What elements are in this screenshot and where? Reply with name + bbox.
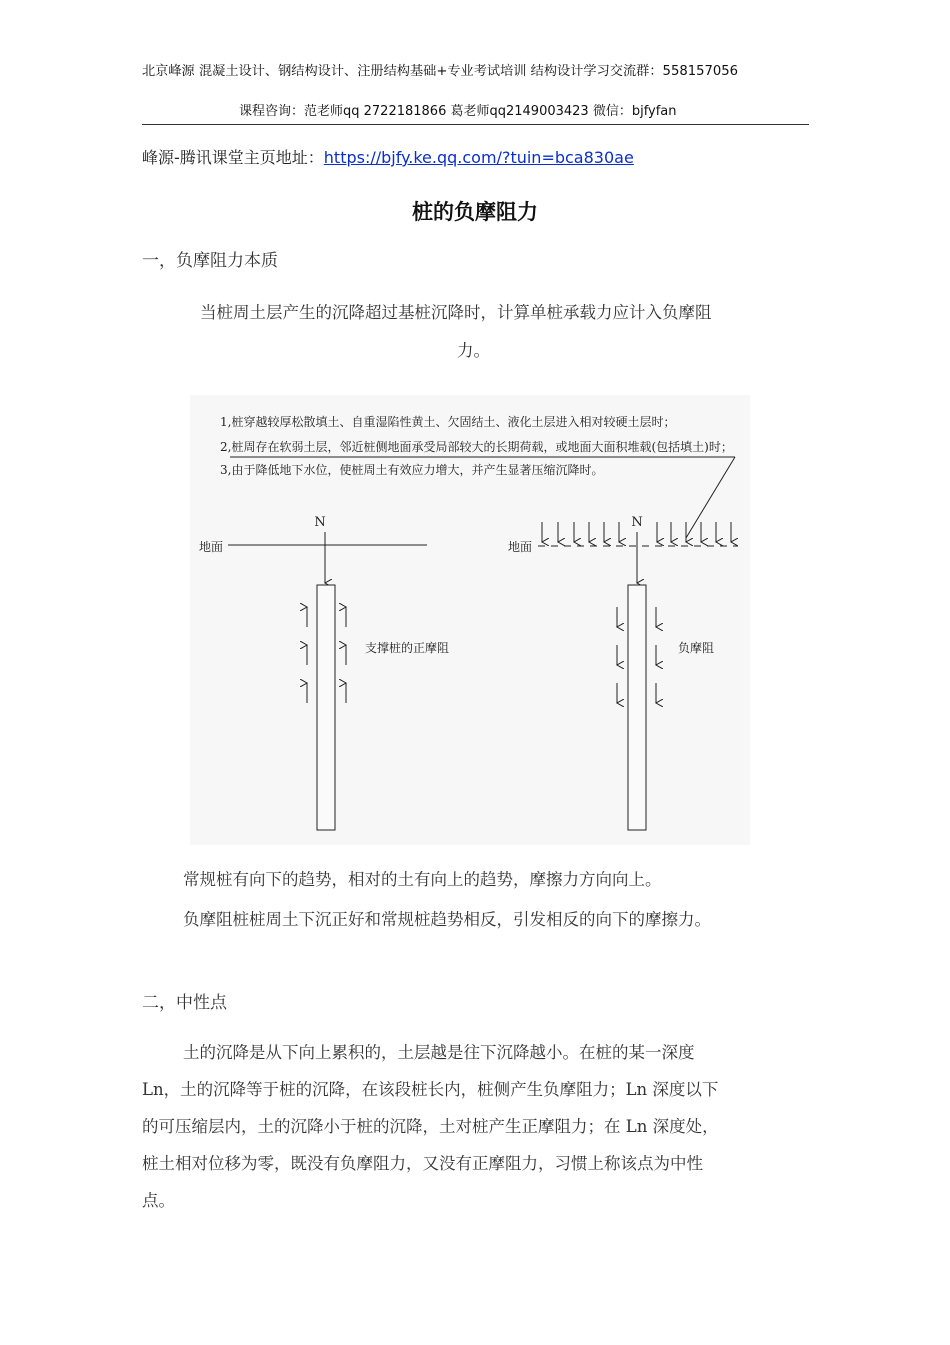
figure-note-2: 2,桩周存在软弱土层，邻近桩侧地面承受局部较大的长期荷载，或地面大面积堆载(包括填土)时； [220,440,733,454]
explain-line-1: 常规桩有向下的趋势，相对的土有向上的趋势，摩擦力方向向上。 [183,870,662,889]
section2-line-5: 点。 [142,1191,175,1210]
left-ground-label: 地面 [199,540,224,554]
section2-paragraph [142,1034,807,1219]
section2-line-2: Ln，土的沉降等于桩的沉降，在该段桩长内，桩侧产生负摩阻力；Ln 深度以下 [142,1080,719,1099]
homepage-link[interactable]: https://bjfy.ke.qq.com/?tuin=bca830ae [323,148,634,167]
header-divider [142,124,809,125]
figure-note-3: 3,由于降低地下水位，使桩周土有效应力增大，并产生显著压缩沉降时。 [220,463,604,477]
right-friction-label: 负摩阻 [678,641,715,655]
left-load-label: N [314,515,326,530]
section2-line-4: 桩土相对位移为零，既没有负摩阻力，又没有正摩阻力，习惯上称该点为中性 [142,1154,703,1173]
section1-intro-line1: 当桩周土层产生的沉降超过基桩沉降时，计算单桩承载力应计入负摩阻 [200,303,712,322]
homepage-label: 峰源-腾讯课堂主页地址： [142,148,324,167]
explain-line-2: 负摩阻桩桩周土下沉正好和常规桩趋势相反，引发相反的向下的摩擦力。 [183,910,711,929]
homepage-line [142,145,634,168]
section2-heading: 二，中性点 [142,993,227,1013]
left-friction-label: 支撑桩的正摩阻 [365,641,450,655]
figure-note-1: 1,桩穿越较厚松散填土、自重湿陷性黄土、欠固结土、液化土层进入相对较硬土层时； [220,415,676,429]
section2-line-1: 土的沉降是从下向上累积的，土层越是往下沉降越小。在桩的某一深度 [183,1043,695,1062]
header-line-2: 课程咨询：范老师qq 2722181866 葛老师qq2149003423 微信：bjfyfan [239,104,677,119]
header-line-1: 北京峰源 混凝土设计、钢结构设计、注册结构基础+专业考试培训 结构设计学习交流群：558157056 [142,64,739,79]
left-pile [317,585,335,830]
pile-friction-figure [190,395,750,845]
doc-title: 桩的负摩阻力 [412,200,538,224]
right-pile [628,585,646,830]
section2-line-3: 的可压缩层内，土的沉降小于桩的沉降，土对桩产生正摩阻力；在 Ln 深度处， [142,1117,719,1136]
section1-intro-line2: 力。 [457,341,490,360]
section1-heading: 一，负摩阻力本质 [142,251,278,271]
right-load-label: N [631,515,643,530]
right-ground-label: 地面 [508,540,533,554]
